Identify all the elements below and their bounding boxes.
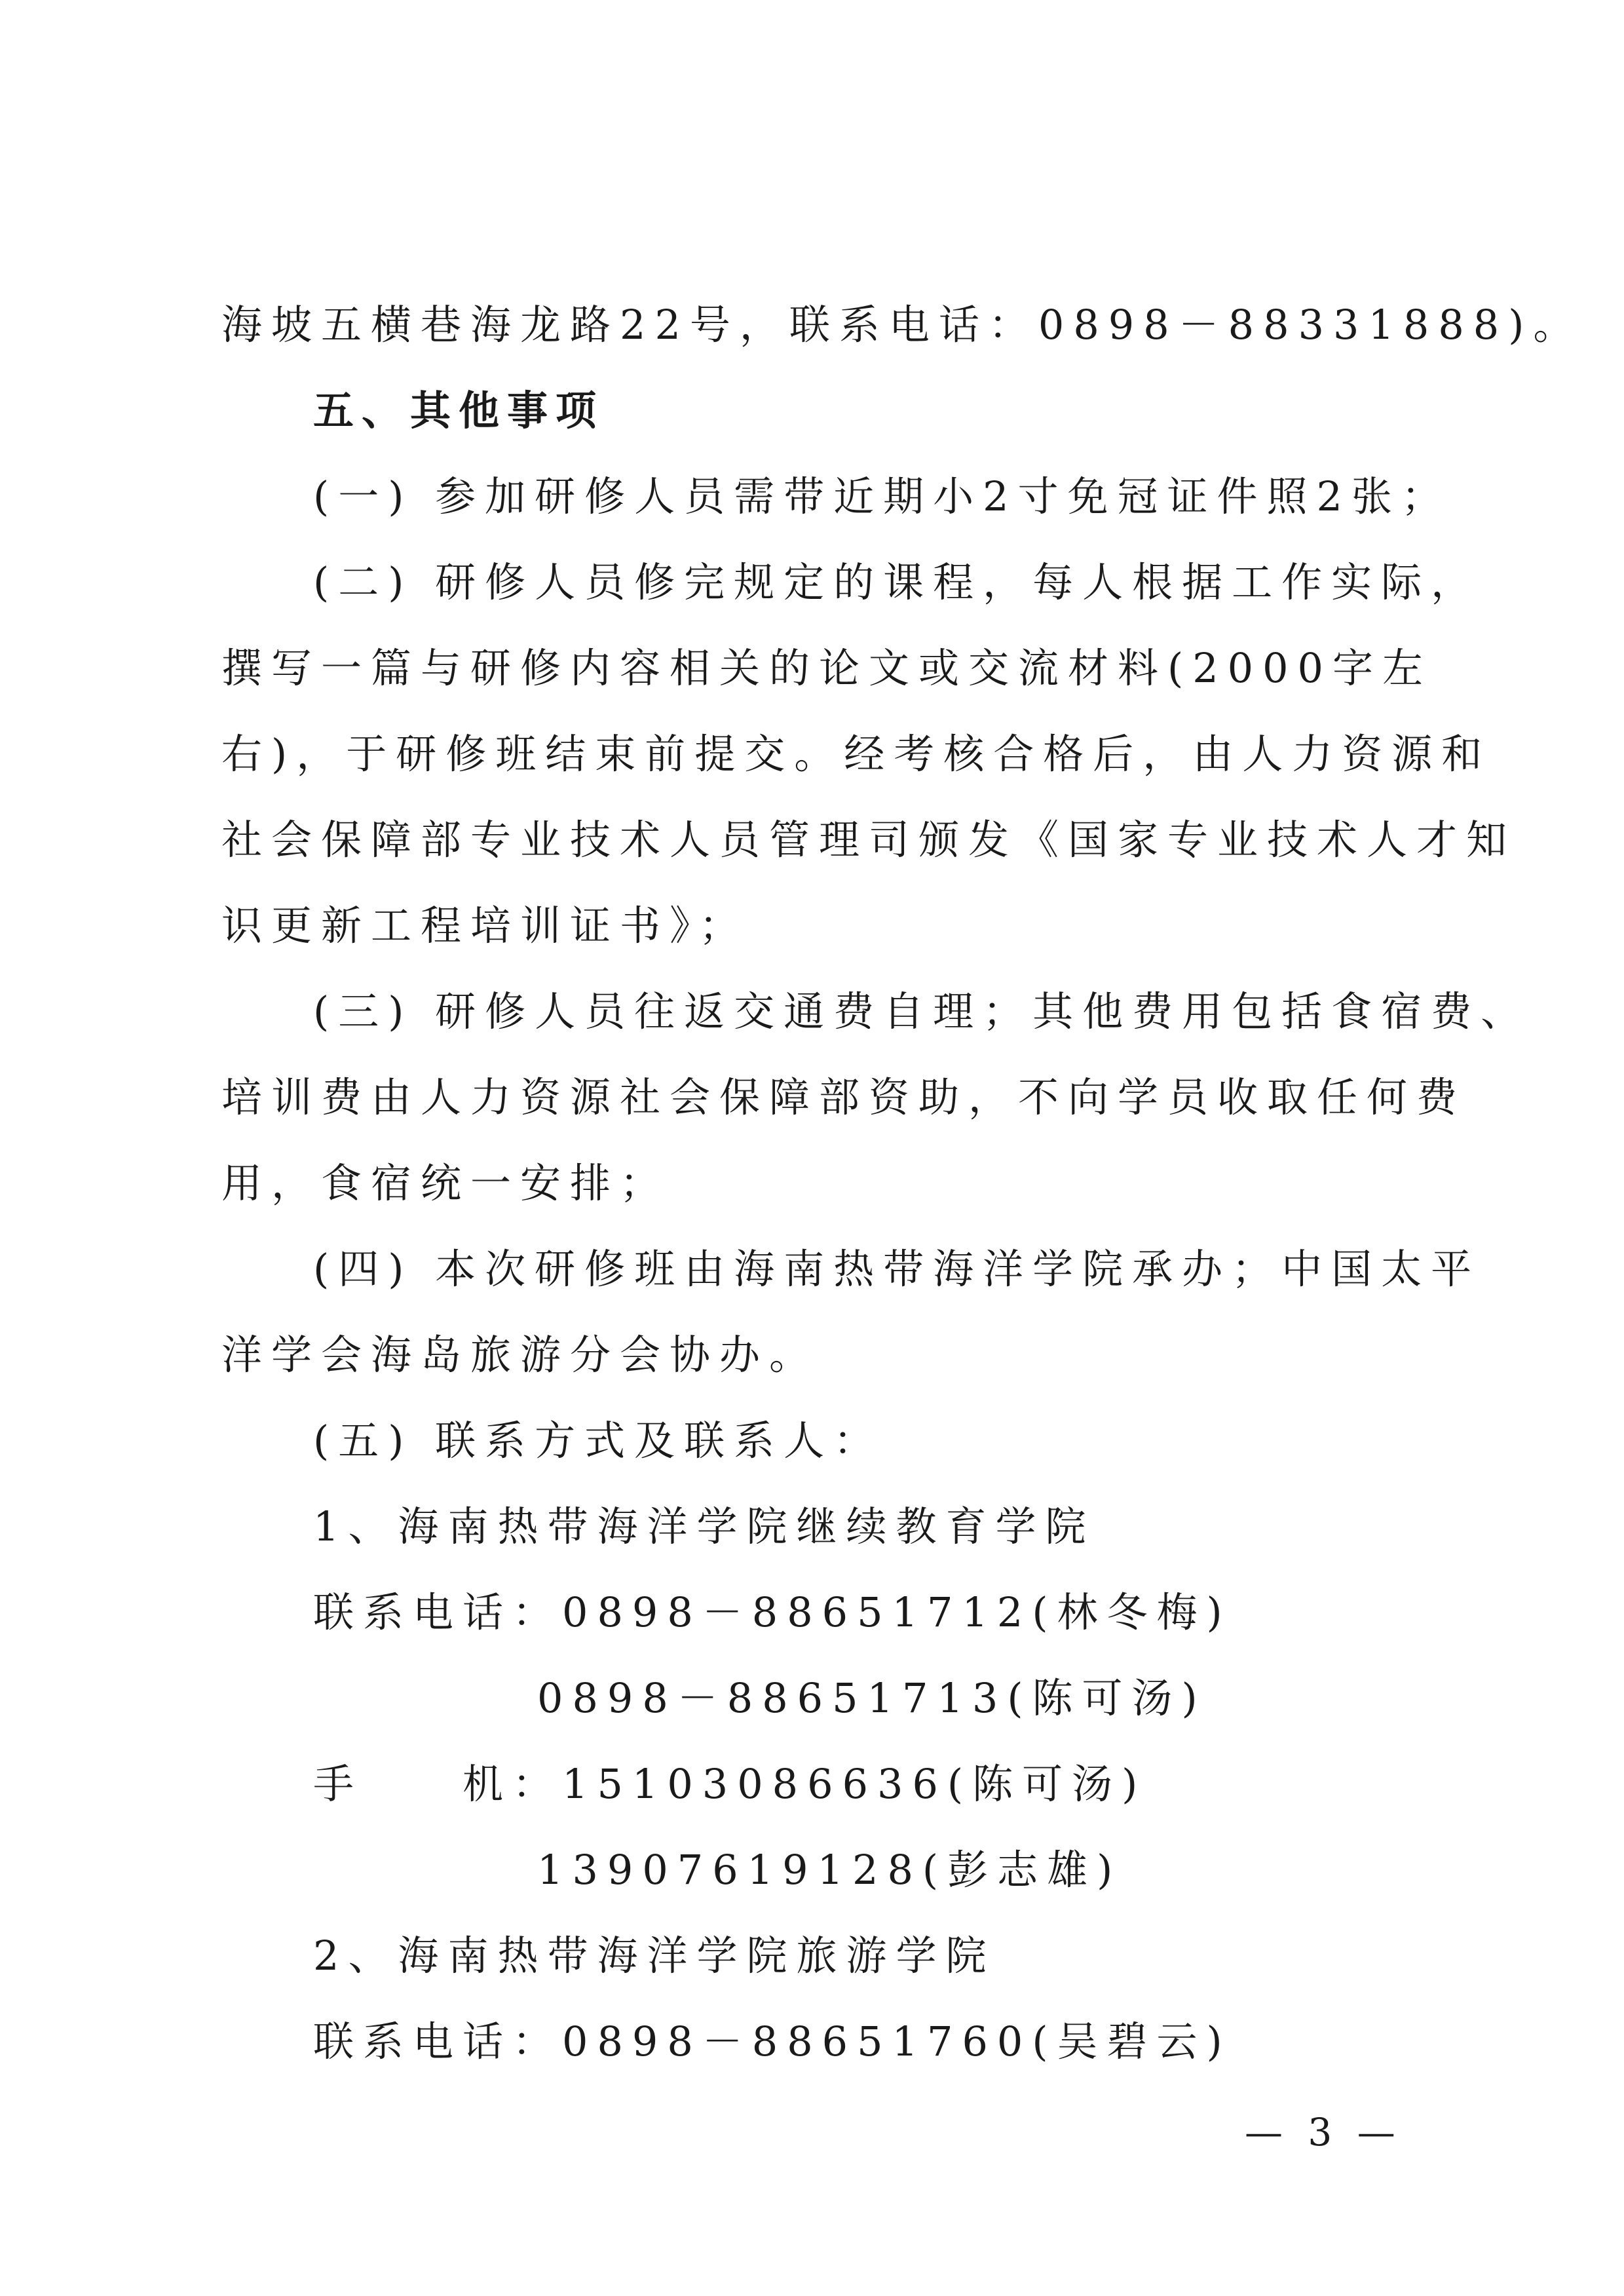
item-5-text: (五) 联系方式及联系人： <box>313 1417 884 1464</box>
item-2-text-cont: 右)，于研修班结束前提交。经考核合格后，由人力资源和 <box>221 730 1492 778</box>
contact-mobile-2: 13907619128(彭志雄) <box>537 1846 1122 1894</box>
item-2-text-cont: 撰写一篇与研修内容相关的论文或交流材料(2000字左 <box>221 644 1432 692</box>
contact-phone-3: 联系电话：0898－88651760(吴碧云) <box>313 2018 1232 2065</box>
contact-org-2: 2、海南热带海洋学院旅游学院 <box>313 1932 996 1980</box>
contact-org-1: 1、海南热带海洋学院继续教育学院 <box>313 1502 1095 1550</box>
item-2-text-cont: 社会保障部专业技术人员管理司颁发《国家专业技术人才知 <box>221 816 1517 864</box>
page-number: — 3 — <box>1245 2110 1402 2154</box>
item-4-text-cont: 洋学会海岛旅游分会协办。 <box>221 1331 820 1379</box>
item-2-text: (二) 研修人员修完规定的课程，每人根据工作实际， <box>313 558 1481 606</box>
contact-phone-2: 0898－88651713(陈可汤) <box>537 1674 1207 1722</box>
item-3-text: (三) 研修人员往返交通费自理；其他费用包括食宿费、 <box>313 987 1531 1035</box>
item-4-text: (四) 本次研修班由海南热带海洋学院承办；中国太平 <box>313 1245 1481 1293</box>
section-heading: 五、其他事项 <box>313 387 605 434</box>
item-3-text-cont: 培训费由人力资源社会保障部资助，不向学员收取任何费 <box>221 1073 1467 1121</box>
contact-phone-1: 联系电话：0898－88651712(林冬梅) <box>313 1588 1232 1636</box>
item-1-text: (一) 参加研修人员需带近期小2寸免冠证件照2张； <box>313 472 1451 520</box>
item-2-text-cont: 识更新工程培训证书》； <box>221 902 749 949</box>
text-line-continuation: 海坡五横巷海龙路22号，联系电话：0898－88331888)。 <box>221 301 1583 349</box>
item-3-text-cont: 用，食宿统一安排； <box>221 1159 670 1207</box>
contact-mobile-1: 手 机：15103086636(陈可汤) <box>313 1760 1147 1808</box>
